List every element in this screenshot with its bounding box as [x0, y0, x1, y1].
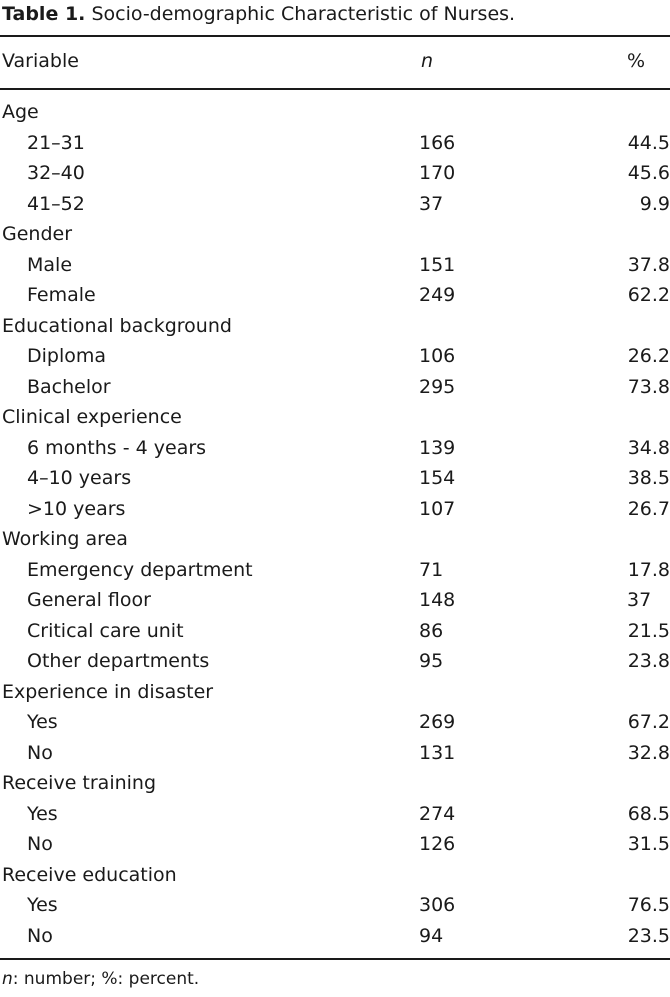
- row-percent-value: 73.8: [627, 375, 670, 398]
- table-header: [0, 36, 670, 86]
- row-percent-value: 23.5: [627, 924, 670, 947]
- table-body: [0, 97, 670, 951]
- row-n-value: 148: [419, 589, 456, 611]
- table-row: [0, 707, 670, 738]
- row-n-value: 170: [419, 162, 456, 184]
- row-label: 6 months - 4 years: [27, 436, 207, 459]
- row-n-value: 71: [419, 558, 444, 581]
- row-label: Yes: [27, 802, 58, 825]
- table-group-row: [0, 524, 670, 555]
- table-number: Table 1.: [2, 3, 86, 25]
- row-n-value: 107: [419, 497, 456, 520]
- row-percent-value: 34.8: [627, 436, 670, 459]
- row-n-value: 249: [419, 284, 456, 306]
- table-row: [0, 250, 670, 281]
- header-rule: [0, 88, 670, 90]
- row-percent-value: 21.5: [627, 619, 670, 642]
- table-footnote: [2, 968, 199, 990]
- table-row: [0, 158, 670, 189]
- table-row: [0, 616, 670, 647]
- table-row: [0, 921, 670, 952]
- group-label: Receive education: [2, 863, 177, 886]
- table-row: [0, 646, 670, 677]
- row-label: 4–10 years: [27, 467, 132, 489]
- header-n: n: [421, 50, 434, 72]
- row-n-value: 86: [419, 619, 444, 642]
- row-label: >10 years: [27, 497, 126, 520]
- row-percent-value: 23.8: [627, 650, 670, 672]
- row-percent-value: 76.5: [627, 894, 670, 916]
- row-label: 32–40: [27, 162, 85, 184]
- table-row: [0, 372, 670, 403]
- row-label: No: [27, 741, 53, 764]
- row-n-value: 139: [419, 436, 456, 459]
- header-percent: %: [627, 50, 646, 72]
- row-label: No: [27, 924, 53, 947]
- row-n-value: 295: [419, 375, 456, 398]
- table-row: [0, 463, 670, 494]
- row-label: Other departments: [27, 650, 210, 672]
- table-group-row: [0, 677, 670, 708]
- table-row: [0, 128, 670, 159]
- row-label: Diploma: [27, 345, 107, 367]
- row-n-value: 166: [419, 131, 456, 154]
- table-group-row: [0, 97, 670, 128]
- footnote-n-abbr: n: [2, 969, 13, 989]
- row-label: Female: [27, 284, 96, 306]
- row-percent-value: 31.5: [627, 833, 670, 855]
- bottom-rule: [0, 958, 670, 960]
- table-row: [0, 585, 670, 616]
- row-percent-value: 32.8: [627, 741, 670, 764]
- table-group-row: [0, 860, 670, 891]
- row-n-value: 106: [419, 345, 456, 367]
- row-percent-value: 37: [627, 589, 652, 611]
- table-row: [0, 280, 670, 311]
- table-row: [0, 738, 670, 769]
- row-label: Critical care unit: [27, 619, 184, 642]
- table-row: [0, 829, 670, 860]
- group-label: Experience in disaster: [2, 680, 214, 703]
- row-percent-value: 37.8: [627, 253, 670, 276]
- row-percent-value: 45.6: [627, 162, 670, 184]
- row-label: Emergency department: [27, 558, 253, 581]
- row-n-value: 306: [419, 894, 456, 916]
- header-variable: Variable: [2, 50, 79, 72]
- row-n-value: 269: [419, 711, 456, 733]
- row-label: 21–31: [27, 131, 85, 154]
- group-label: Working area: [2, 528, 128, 550]
- row-percent-value: 9.9: [639, 192, 670, 215]
- row-percent-value: 17.8: [627, 558, 670, 581]
- row-n-value: 95: [419, 650, 444, 672]
- footnote-text: : number; %: percent.: [12, 969, 200, 989]
- row-n-value: 131: [419, 741, 456, 764]
- row-percent-value: 67.2: [627, 711, 670, 733]
- table-group-row: [0, 402, 670, 433]
- row-label: No: [27, 833, 53, 855]
- table-group-row: [0, 768, 670, 799]
- row-n-value: 151: [419, 253, 456, 276]
- table-title: Socio-demographic Characteristic of Nurses.: [91, 3, 516, 25]
- table-group-row: [0, 311, 670, 342]
- row-label: 41–52: [27, 192, 85, 215]
- table-row: [0, 890, 670, 921]
- table-row: [0, 799, 670, 830]
- table-group-row: [0, 219, 670, 250]
- row-label: General floor: [27, 589, 151, 611]
- row-n-value: 274: [419, 802, 456, 825]
- row-label: Bachelor: [27, 375, 111, 398]
- table-row: [0, 494, 670, 525]
- row-n-value: 37: [419, 192, 444, 215]
- group-label: Educational background: [2, 314, 232, 337]
- row-label: Male: [27, 253, 73, 276]
- table-caption: [2, 2, 515, 26]
- row-percent-value: 68.5: [627, 802, 670, 825]
- group-label: Clinical experience: [2, 406, 182, 428]
- row-percent-value: 44.5: [627, 131, 670, 154]
- row-percent-value: 26.2: [627, 345, 670, 367]
- row-n-value: 126: [419, 833, 456, 855]
- row-n-value: 94: [419, 924, 444, 947]
- group-label: Gender: [2, 223, 73, 245]
- table-row: [0, 189, 670, 220]
- table-row: [0, 433, 670, 464]
- row-label: Yes: [27, 711, 58, 733]
- row-n-value: 154: [419, 467, 456, 489]
- table-row: [0, 555, 670, 586]
- row-percent-value: 62.2: [627, 284, 670, 306]
- group-label: Age: [2, 101, 39, 123]
- row-percent-value: 26.7: [627, 497, 670, 520]
- row-label: Yes: [27, 894, 58, 916]
- table-row: [0, 341, 670, 372]
- row-percent-value: 38.5: [627, 467, 670, 489]
- group-label: Receive training: [2, 772, 157, 794]
